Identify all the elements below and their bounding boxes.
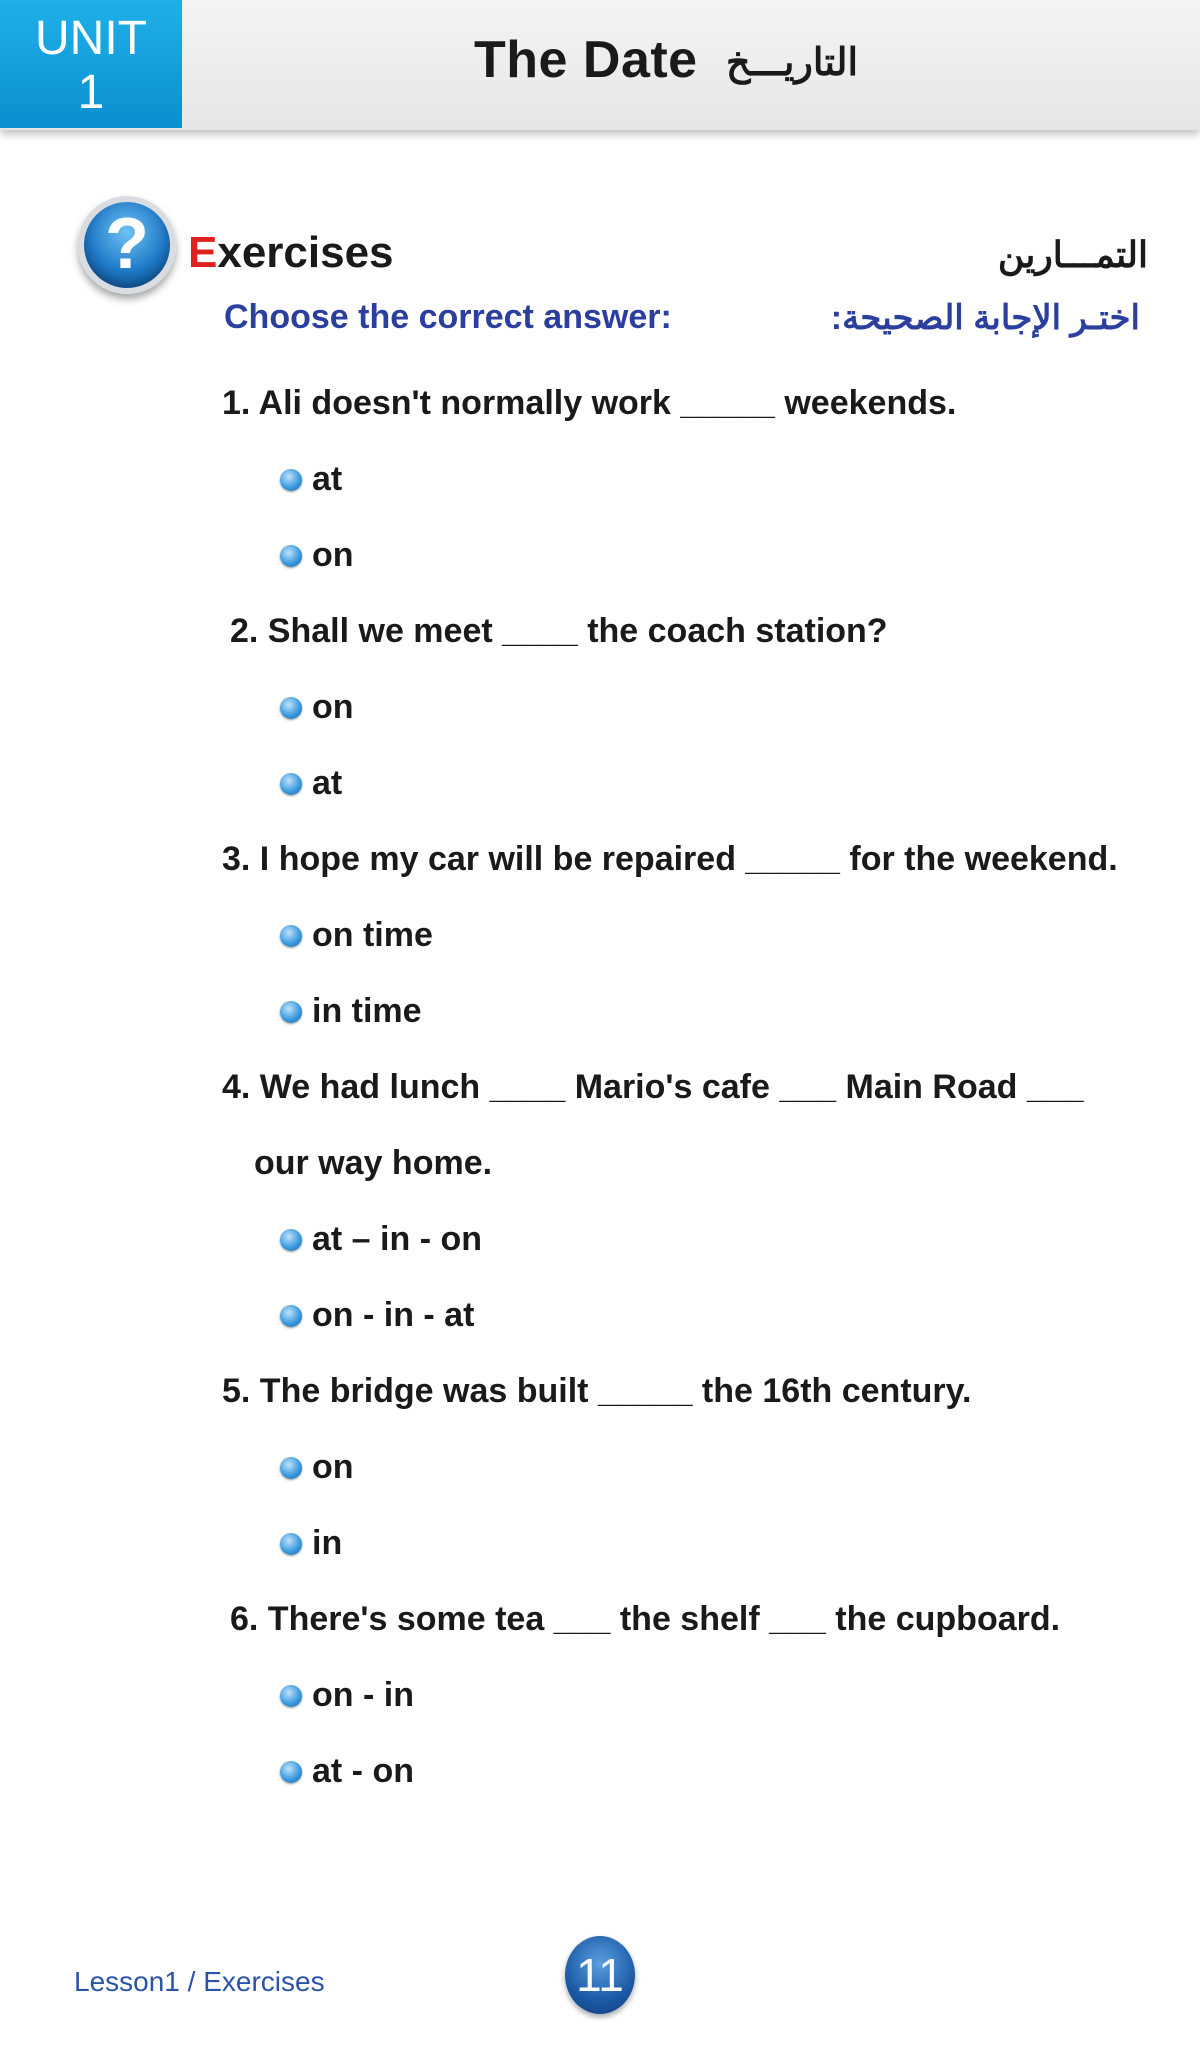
exercises-heading xyxy=(188,228,394,278)
answer-option[interactable] xyxy=(280,536,354,575)
radio-bullet-icon[interactable] xyxy=(280,1457,302,1479)
option-label: in time xyxy=(312,992,422,1030)
page-title: The Date xyxy=(474,31,698,89)
radio-bullet-icon[interactable] xyxy=(280,1761,302,1783)
question-6: 6. There's some tea ___ the shelf ___ the cupboard. xyxy=(230,1600,1061,1638)
question-mark-icon: ? xyxy=(78,196,176,294)
question-3: 3. I hope my car will be repaired _____ for the weekend. xyxy=(222,840,1118,878)
radio-bullet-icon[interactable] xyxy=(280,1229,302,1251)
radio-bullet-icon[interactable] xyxy=(280,545,302,567)
option-label: on - in - at xyxy=(312,1296,475,1334)
radio-bullet-icon[interactable] xyxy=(280,697,302,719)
radio-bullet-icon[interactable] xyxy=(280,1305,302,1327)
radio-bullet-icon[interactable] xyxy=(280,469,302,491)
radio-bullet-icon[interactable] xyxy=(280,925,302,947)
radio-bullet-icon[interactable] xyxy=(280,1533,302,1555)
exercises-heading-initial: E xyxy=(188,228,218,277)
question-2: 2. Shall we meet ____ the coach station? xyxy=(230,612,888,650)
answer-option[interactable] xyxy=(280,992,422,1031)
option-label: in xyxy=(312,1524,343,1562)
footer-lesson-label: Lesson1 / Exercises xyxy=(74,1966,325,1997)
radio-bullet-icon[interactable] xyxy=(280,1685,302,1707)
page-title-arabic: التاريـــخ xyxy=(726,42,859,84)
answer-option[interactable] xyxy=(280,688,354,727)
option-label: on - in xyxy=(312,1676,414,1714)
answer-option[interactable] xyxy=(280,1524,342,1563)
question-4-continuation: our way home. xyxy=(254,1144,493,1182)
radio-bullet-icon[interactable] xyxy=(280,773,302,795)
instruction-text-arabic: اختـر الإجابة الصحيحة: xyxy=(830,299,1140,337)
option-label: on xyxy=(312,536,354,574)
unit-tab xyxy=(0,0,182,128)
answer-option[interactable] xyxy=(280,1752,414,1791)
option-label: at xyxy=(312,764,343,802)
answer-option[interactable] xyxy=(280,916,433,955)
page-header xyxy=(0,0,1200,130)
option-label: at xyxy=(312,460,343,498)
answer-option[interactable] xyxy=(280,1448,354,1487)
answer-option[interactable] xyxy=(280,764,342,803)
exercises-heading-rest: xercises xyxy=(217,228,394,277)
unit-number: 1 xyxy=(77,66,105,119)
option-label: on time xyxy=(312,916,433,954)
unit-label: UNIT xyxy=(35,12,147,65)
question-5: 5. The bridge was built _____ the 16th century. xyxy=(222,1372,972,1410)
instruction-text: Choose the correct answer: xyxy=(224,298,672,336)
answer-option[interactable] xyxy=(280,1296,474,1335)
exercises-heading-arabic: التمـــارين xyxy=(997,234,1148,275)
option-label: at – in - on xyxy=(312,1220,482,1258)
answer-option[interactable] xyxy=(280,1676,414,1715)
question-1: 1. Ali doesn't normally work _____ weekends. xyxy=(222,384,957,422)
page-number-badge: 11 xyxy=(565,1936,635,2014)
question-4: 4. We had lunch ____ Mario's cafe ___ Main Road ___ xyxy=(222,1068,1084,1106)
option-label: on xyxy=(312,688,354,726)
tab-scallop-edge xyxy=(0,0,8,128)
answer-option[interactable] xyxy=(280,1220,482,1259)
radio-bullet-icon[interactable] xyxy=(280,1001,302,1023)
option-label: at - on xyxy=(312,1752,414,1790)
option-label: on xyxy=(312,1448,354,1486)
answer-option[interactable] xyxy=(280,460,342,499)
